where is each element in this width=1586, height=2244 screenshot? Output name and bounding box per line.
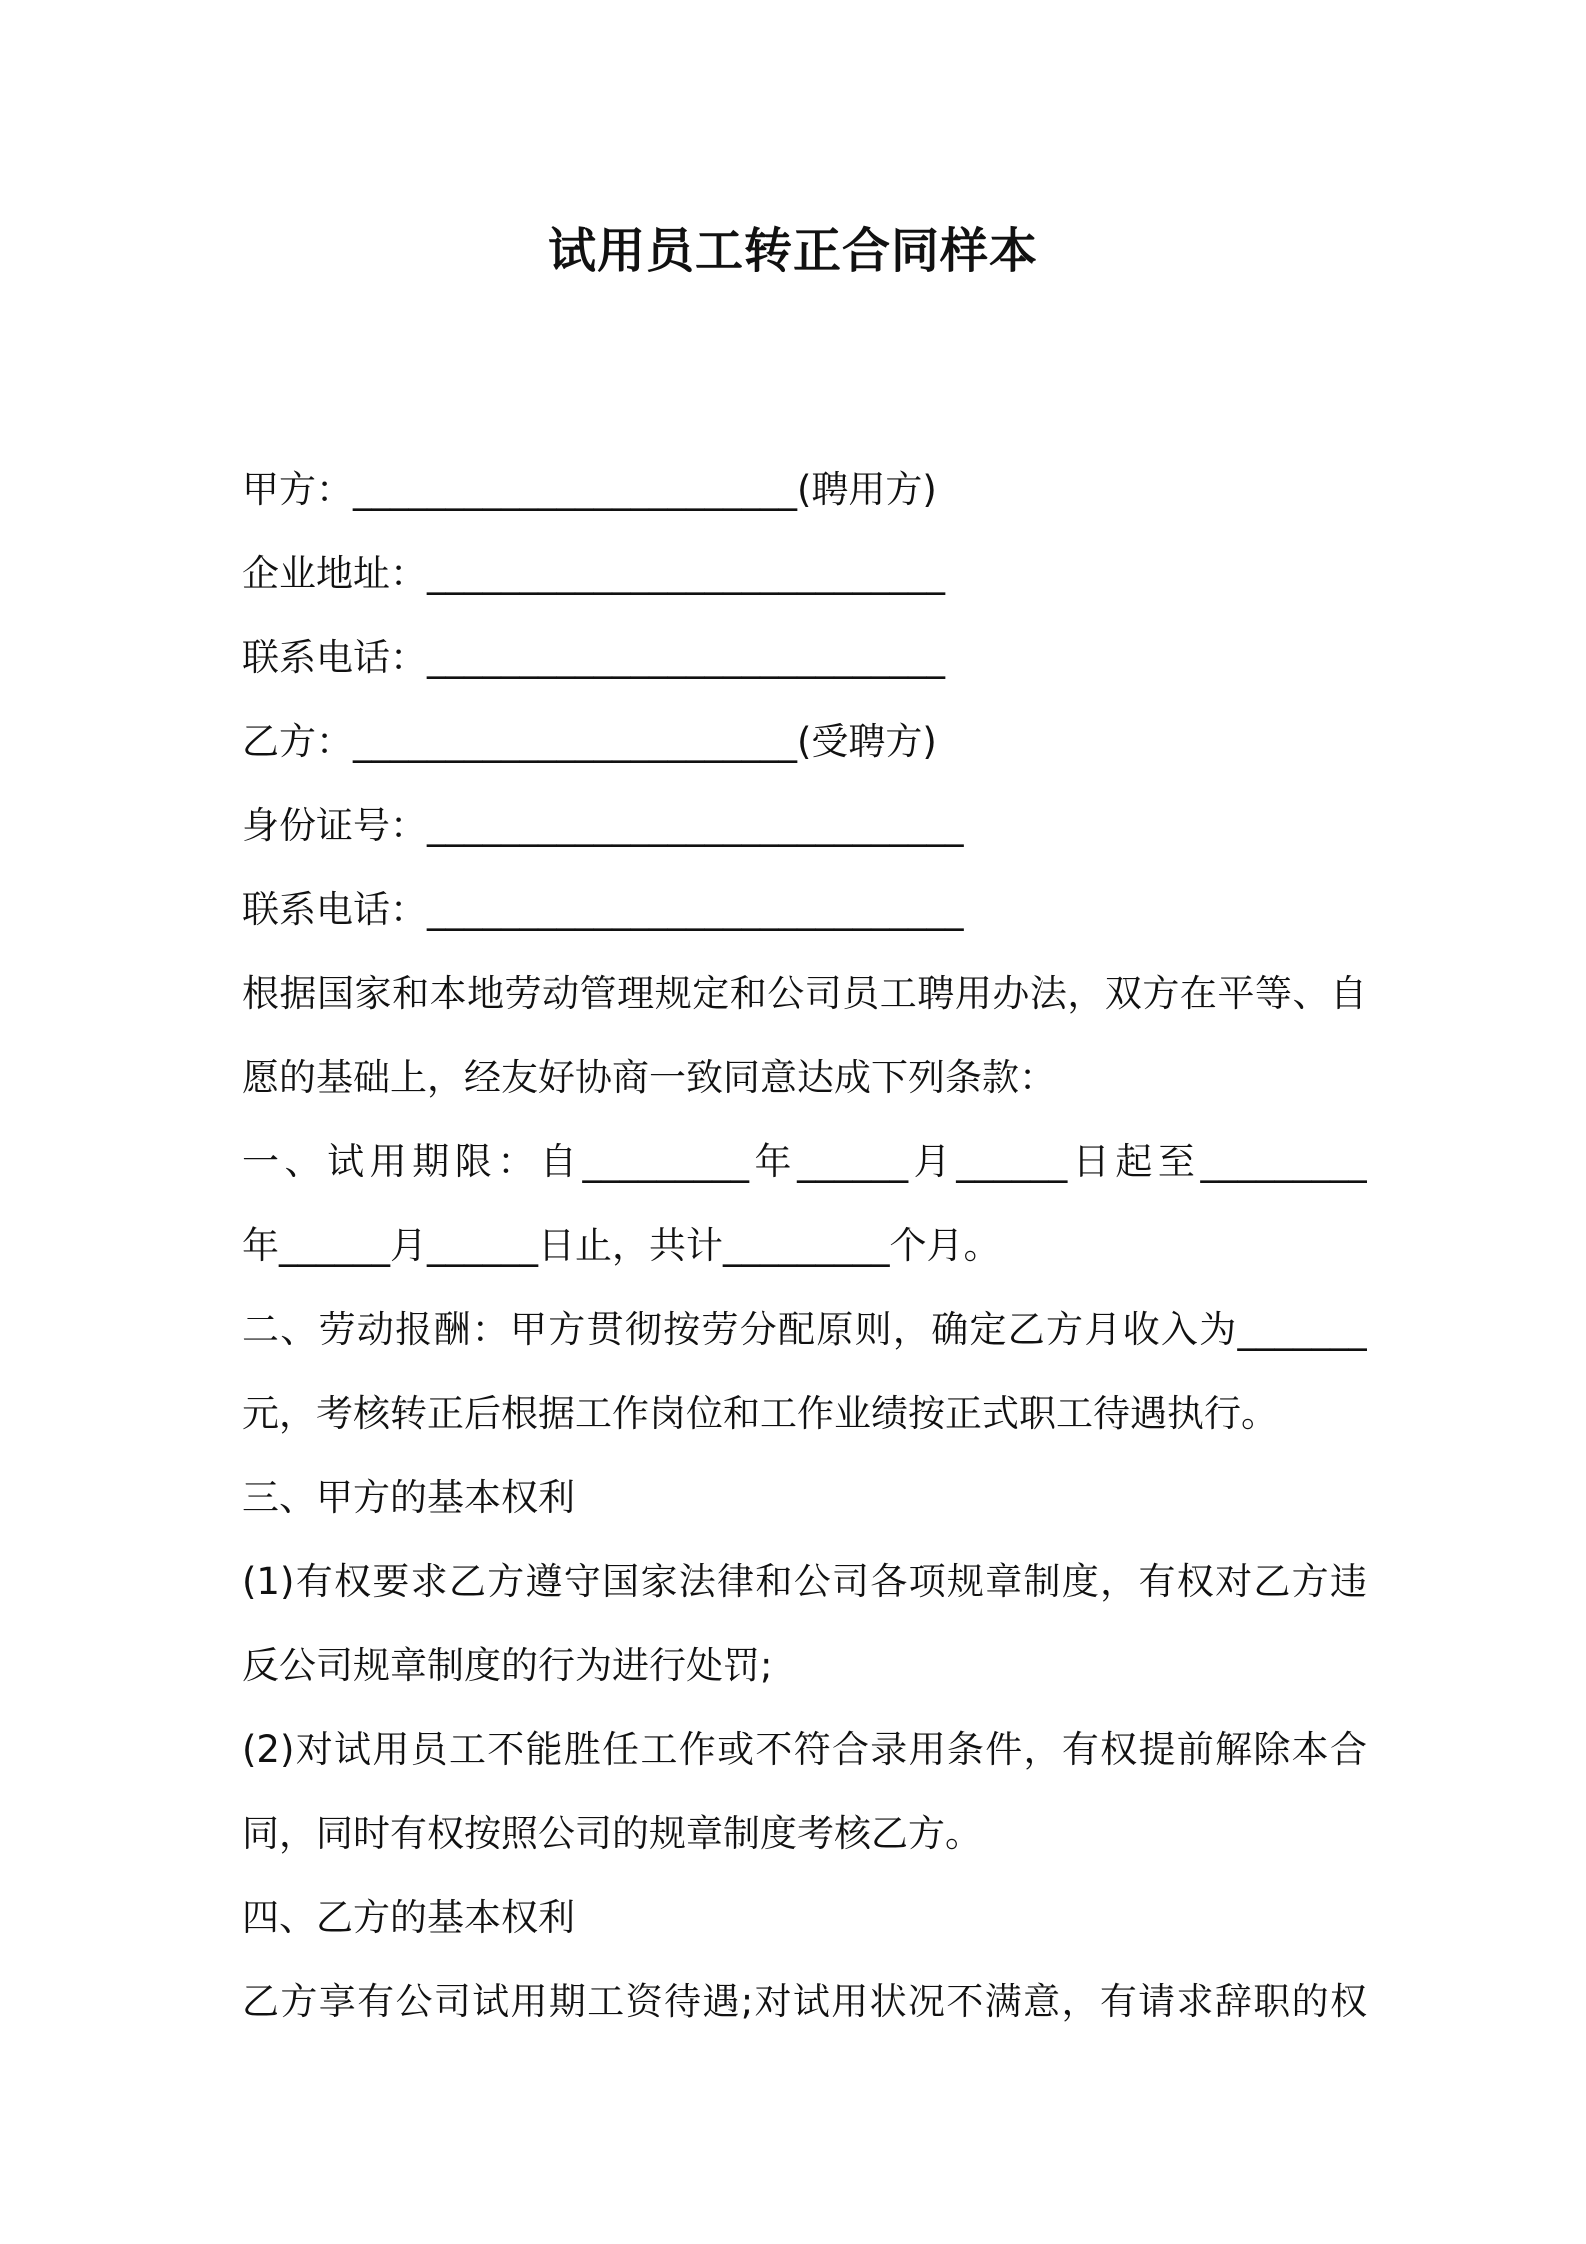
document-body xyxy=(242,448,1367,2044)
id-number-line: 身份证号：_____________________________ xyxy=(242,804,964,847)
section-heading-party-b-rights: 四、乙方的基本权利 xyxy=(242,1896,575,1939)
document-title: 试用员工转正合同样本 xyxy=(547,223,1038,279)
section-heading-party-a-rights: 三、甲方的基本权利 xyxy=(242,1476,575,1519)
preamble-line-2: 愿的基础上，经友好协商一致同意达成下列条款： xyxy=(242,1056,1056,1099)
company-address-line: 企业地址：____________________________ xyxy=(242,552,945,595)
party-b-line: 乙方：________________________(受聘方) xyxy=(242,720,937,763)
probation-period-line-1: 一、试用期限：自_________年______月______日起至_________ xyxy=(242,1140,1367,1183)
party-b-rights-line-1: 乙方享有公司试用期工资待遇;对试用状况不满意，有请求辞职的权 xyxy=(242,1980,1367,2023)
preamble-line-1: 根据国家和本地劳动管理规定和公司员工聘用办法，双方在平等、自 xyxy=(242,972,1367,1015)
party-a-phone-line: 联系电话：____________________________ xyxy=(242,636,945,679)
party-a-right-2-line-1: (2)对试用员工不能胜任工作或不符合录用条件，有权提前解除本合 xyxy=(242,1728,1367,1771)
remuneration-line-1: 二、劳动报酬：甲方贯彻按劳分配原则，确定乙方月收入为_______ xyxy=(242,1308,1367,1351)
party-a-right-1-line-2: 反公司规章制度的行为进行处罚; xyxy=(242,1644,773,1687)
party-b-phone-line: 联系电话：_____________________________ xyxy=(242,888,964,931)
remuneration-line-2: 元，考核转正后根据工作岗位和工作业绩按正式职工待遇执行。 xyxy=(242,1392,1278,1435)
party-a-line: 甲方：________________________(聘用方) xyxy=(242,468,937,511)
party-a-right-1-line-1: (1)有权要求乙方遵守国家法律和公司各项规章制度，有权对乙方违 xyxy=(242,1560,1367,1603)
party-a-right-2-line-2: 同，同时有权按照公司的规章制度考核乙方。 xyxy=(242,1812,982,1855)
probation-period-line-2: 年______月______日止，共计_________个月。 xyxy=(242,1224,1001,1267)
